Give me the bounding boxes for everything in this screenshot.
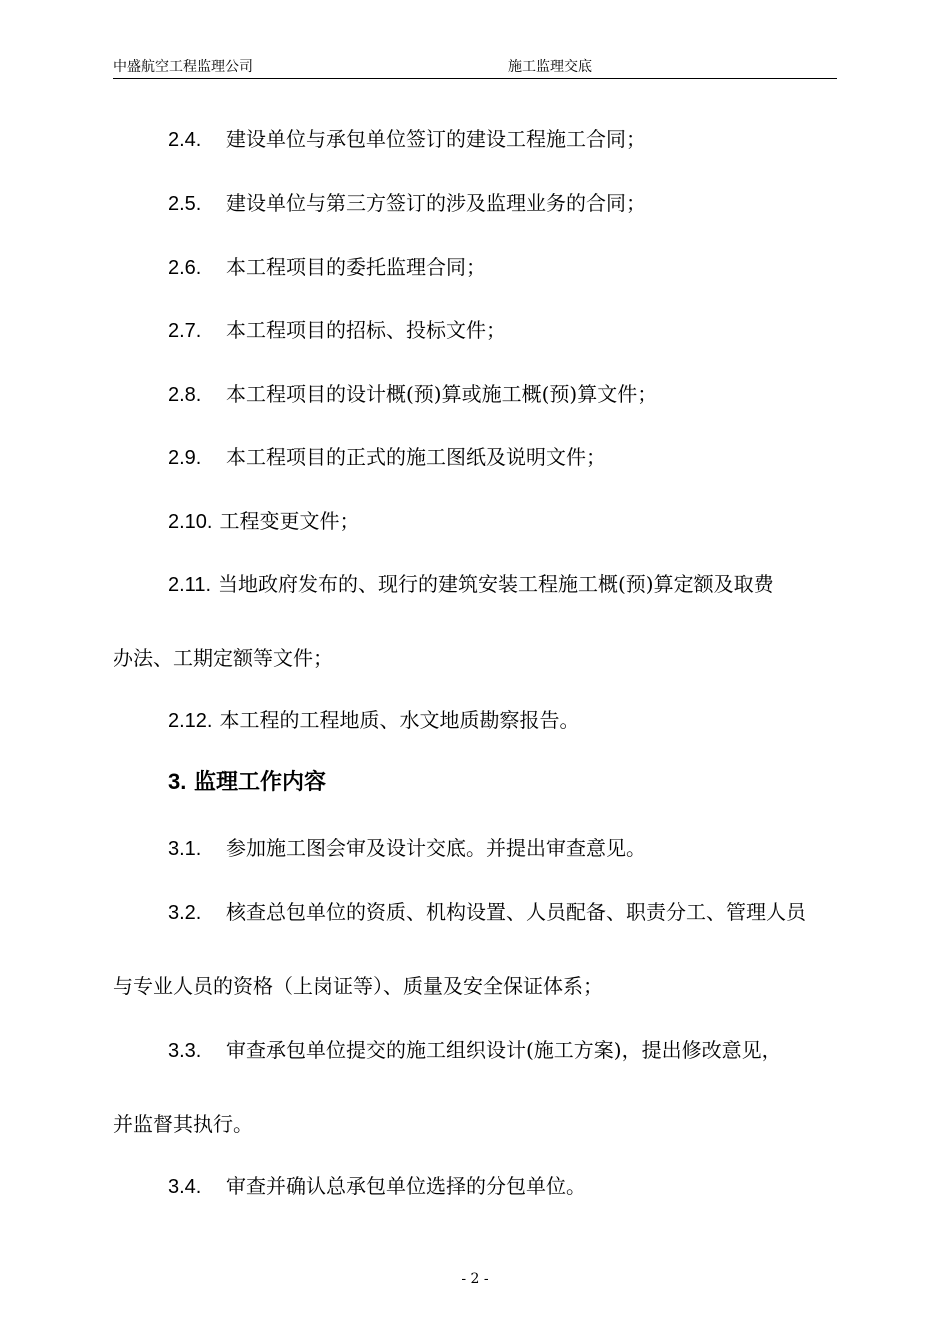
item-text: 核查总包单位的资质、机构设置、人员配备、职责分工、管理人员 — [226, 900, 806, 924]
item-text: 本工程项目的委托监理合同； — [226, 255, 486, 279]
list-item — [168, 834, 646, 863]
list-item — [168, 1036, 782, 1065]
item-number: 2.4. — [168, 129, 202, 151]
item-text: 工程变更文件； — [219, 509, 360, 533]
item-number: 2.12. — [168, 710, 213, 732]
item-number: 3.1. — [168, 838, 202, 860]
item-text: 本工程项目的设计概(预)算或施工概(预)算文件； — [226, 382, 658, 406]
list-item-continuation: 并监督其执行。 — [113, 1112, 253, 1136]
item-text: 建设单位与第三方签订的涉及监理业务的合同； — [226, 191, 646, 215]
list-item — [168, 125, 646, 154]
header-doc-title: 施工监理交底 — [508, 59, 592, 75]
item-text: 建设单位与承包单位签订的建设工程施工合同； — [226, 127, 646, 151]
item-number: 3.4. — [168, 1176, 202, 1198]
page-header — [113, 56, 837, 79]
item-text: 当地政府发布的、现行的建筑安装工程施工概(预)算定额及取费 — [218, 572, 774, 596]
item-text: 本工程项目的正式的施工图纸及说明文件； — [226, 445, 606, 469]
item-text: 本工程的工程地质、水文地质勘察报告。 — [219, 708, 580, 732]
list-item-continuation: 办法、工期定额等文件； — [113, 646, 333, 670]
list-item — [168, 189, 646, 218]
item-number: 2.8. — [168, 384, 202, 406]
page-number: - 2 - — [461, 1271, 489, 1287]
item-number: 2.10. — [168, 511, 213, 533]
item-number: 2.9. — [168, 447, 202, 469]
item-number: 3.2. — [168, 902, 202, 924]
section-title: 监理工作内容 — [194, 769, 327, 795]
list-item — [168, 316, 506, 345]
list-item — [168, 706, 579, 735]
item-text: 审查并确认总承包单位选择的分包单位。 — [226, 1174, 586, 1198]
item-number: 2.6. — [168, 257, 202, 279]
list-item — [168, 1172, 586, 1201]
list-item — [168, 570, 774, 599]
item-number: 3.3. — [168, 1040, 202, 1062]
item-text: 参加施工图会审及设计交底。并提出审查意见。 — [226, 836, 646, 860]
item-number: 2.5. — [168, 193, 202, 215]
list-item — [168, 443, 606, 472]
list-item — [168, 380, 657, 409]
list-item — [168, 507, 359, 536]
list-item — [168, 898, 806, 927]
item-text: 审查承包单位提交的施工组织设计(施工方案)，提出修改意见， — [226, 1038, 782, 1062]
item-text: 本工程项目的招标、投标文件； — [226, 318, 506, 342]
list-item-continuation: 与专业人员的资格（上岗证等）、质量及安全保证体系； — [113, 974, 603, 998]
list-item — [168, 253, 486, 282]
section-heading — [168, 767, 326, 797]
item-number: 2.11. — [168, 574, 211, 596]
item-number: 2.7. — [168, 320, 202, 342]
section-number: 3. — [168, 769, 187, 794]
header-company: 中盛航空工程监理公司 — [113, 59, 253, 75]
